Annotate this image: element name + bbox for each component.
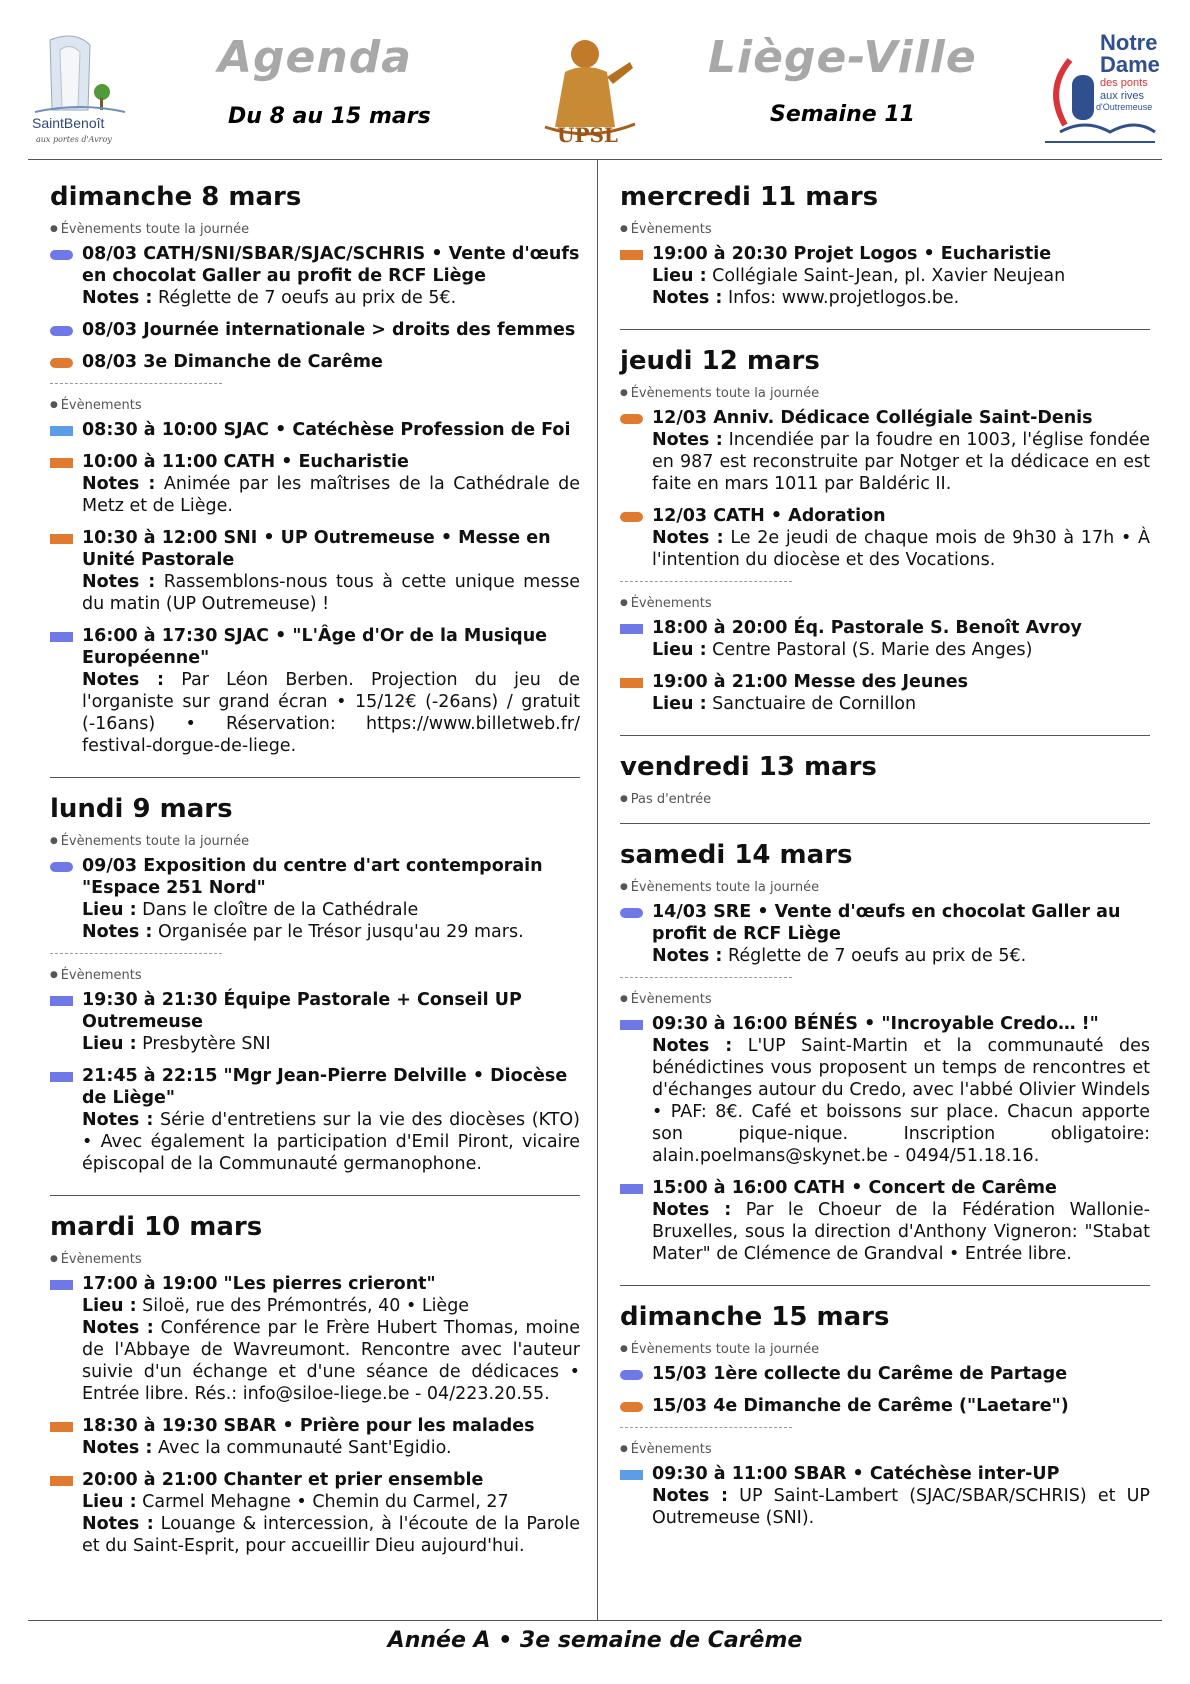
calendar-color-marker (50, 358, 73, 368)
event-item[interactable] (620, 505, 1150, 571)
event-item[interactable] (620, 901, 1150, 967)
event-title: 20:00 à 21:00 Chanter et prier ensemble (82, 1470, 484, 1490)
event-notes: Notes : Avec la communauté Sant'Egidio. (82, 1438, 452, 1458)
day-2020-03-09 (50, 794, 580, 1196)
section-separator (50, 383, 222, 384)
day-2020-03-12 (620, 346, 1150, 736)
events-heading: ● Évènements (50, 398, 580, 413)
calendar-color-marker (50, 632, 73, 642)
event-item[interactable] (50, 1469, 580, 1557)
event-item[interactable] (620, 1463, 1150, 1529)
event-item[interactable] (620, 407, 1150, 495)
event-item[interactable] (50, 1273, 580, 1405)
event-item[interactable] (50, 351, 580, 373)
calendar-color-marker (50, 534, 73, 544)
no-entry-note: ● Pas d'entrée (620, 792, 1150, 807)
event-item[interactable] (620, 1013, 1150, 1167)
day-2020-03-15 (620, 1302, 1150, 1549)
day-title: vendredi 13 mars (620, 752, 877, 782)
calendar-color-marker (50, 326, 73, 336)
event-item[interactable] (620, 243, 1150, 309)
calendar-color-marker (620, 250, 643, 260)
event-title: 08/03 CATH/SNI/SBAR/SJAC/SCHRIS • Vente d'œufs en chocolat Galler au profit de RCF Liège (82, 244, 580, 286)
notre-dame-logo (1040, 30, 1160, 150)
logo-right-line4: aux rives (1100, 90, 1145, 102)
upsl-logo (535, 32, 645, 150)
calendar-color-marker (50, 1280, 73, 1290)
event-item[interactable] (620, 1177, 1150, 1265)
calendar-color-marker (620, 1370, 643, 1380)
event-item[interactable] (50, 989, 580, 1055)
event-item[interactable] (50, 855, 580, 943)
allday-heading: ● Évènements toute la journée (50, 834, 580, 849)
event-title: 15/03 4e Dimanche de Carême ("Laetare") (652, 1396, 1069, 1416)
event-item[interactable] (50, 1415, 580, 1459)
event-title: 18:00 à 20:00 Éq. Pastorale S. Benoît Avroy (652, 618, 1082, 638)
section-separator (620, 977, 792, 978)
logo-left-text: SaintBenoît (32, 115, 105, 131)
event-notes: Notes : Louange & intercession, à l'écoute de la Parole et du Saint-Esprit, pour accueillir Dieu aujourd'hui. (82, 1514, 580, 1556)
event-notes: Notes : Série d'entretiens sur la vie des diocèses (KTO) • Avec également la participation d'Emil Piront, vicaire épiscopal de la Communauté germanophone. (82, 1110, 580, 1174)
event-title: 08/03 3e Dimanche de Carême (82, 352, 383, 372)
event-title: 15/03 1ère collecte du Carême de Partage (652, 1364, 1068, 1384)
event-location: Lieu : Sanctuaire de Cornillon (652, 694, 917, 714)
calendar-color-marker (50, 862, 73, 872)
day-2020-03-13 (620, 752, 1150, 824)
section-separator (620, 581, 792, 582)
event-location: Lieu : Centre Pastoral (S. Marie des Anges) (652, 640, 1033, 660)
section-separator (50, 953, 222, 954)
event-item[interactable] (50, 527, 580, 615)
day-title: mardi 10 mars (50, 1212, 263, 1242)
logo-right-line2: Dame (1100, 52, 1160, 77)
event-notes: Notes : Infos: www.projetlogos.be. (652, 288, 960, 308)
logo-right-line1: Notre (1100, 30, 1158, 55)
events-heading: ● Évènements (50, 1252, 580, 1267)
saint-benoit-logo (30, 30, 130, 148)
left-column (50, 178, 580, 1593)
footer-text: Année A • 3e semaine de Carême (387, 1628, 803, 1653)
event-item[interactable] (50, 1065, 580, 1175)
event-title: 19:00 à 21:00 Messe des Jeunes (652, 672, 969, 692)
event-title: 18:30 à 19:30 SBAR • Prière pour les malades (82, 1416, 535, 1436)
event-notes: Notes : Par Léon Berben. Projection du jeu de l'organiste sur grand écran • 15/12€ (-26ans) / gratuit (-16ans) • Réservation: https://www.billetweb.fr/ festival-dorgue-de-liege. (82, 670, 580, 756)
event-location: Lieu : Carmel Mehagne • Chemin du Carmel, 27 (82, 1492, 509, 1512)
logo-right-line5: d'Outremeuse (1096, 102, 1153, 112)
date-range: Du 8 au 15 mars (228, 104, 431, 129)
logo-center-text: UPSL (557, 123, 618, 147)
event-item[interactable] (50, 419, 580, 441)
calendar-color-marker (620, 624, 643, 634)
day-title: jeudi 12 mars (620, 346, 820, 376)
week-label: Semaine 11 (770, 102, 915, 127)
header-divider (28, 159, 1162, 160)
event-title: 15:00 à 16:00 CATH • Concert de Carême (652, 1178, 1057, 1198)
event-item[interactable] (50, 625, 580, 757)
day-title: mercredi 11 mars (620, 182, 879, 212)
logo-left-sub: aux portes d'Avroy (36, 135, 112, 144)
allday-heading: ● Évènements toute la journée (50, 222, 580, 237)
event-notes: Notes : Réglette de 7 oeufs au prix de 5€. (652, 946, 1027, 966)
logo-right-line3: des ponts (1100, 77, 1148, 89)
day-title: dimanche 8 mars (50, 182, 302, 212)
calendar-color-marker (50, 426, 73, 436)
event-title: 09:30 à 11:00 SBAR • Catéchèse inter-UP (652, 1464, 1060, 1484)
calendar-color-marker (620, 1402, 643, 1412)
calendar-color-marker (620, 678, 643, 688)
city-title: Liège-Ville (708, 32, 977, 83)
events-heading: ● Évènements (620, 596, 1150, 611)
calendar-color-marker (620, 512, 643, 522)
calendar-color-marker (620, 1184, 643, 1194)
events-heading: ● Évènements (620, 222, 1150, 237)
event-notes: Notes : Animée par les maîtrises de la Cathédrale de Metz et de Liège. (82, 474, 580, 516)
event-location: Lieu : Dans le cloître de la Cathédrale (82, 900, 419, 920)
event-title: 19:00 à 20:30 Projet Logos • Eucharistie (652, 244, 1052, 264)
calendar-color-marker (50, 1422, 73, 1432)
day-2020-03-11 (620, 182, 1150, 330)
event-notes: Notes : Le 2e jeudi de chaque mois de 9h30 à 17h • À l'intention du diocèse et des Vocations. (652, 528, 1150, 570)
event-item[interactable] (620, 1395, 1150, 1417)
event-title: 17:00 à 19:00 "Les pierres crieront" (82, 1274, 436, 1294)
event-notes: Notes : Incendiée par la foudre en 1003, l'église fondée en 987 est reconstruite par Notger et la dédicace en est faite en mars 1011 par Baldéric II. (652, 430, 1150, 494)
event-title: 19:30 à 21:30 Équipe Pastorale + Conseil UP Outremeuse (82, 990, 522, 1032)
event-notes: Notes : Par le Choeur de la Fédération Wallonie-Bruxelles, sous la direction d'Anthony Vigneron: "Stabat Mater" de Clémence de Grandval • Entrée libre. (652, 1200, 1150, 1264)
event-title: 16:00 à 17:30 SJAC • "L'Âge d'Or de la Musique Européenne" (82, 626, 548, 668)
event-title: 08:30 à 10:00 SJAC • Catéchèse Profession de Foi (82, 420, 571, 440)
event-title: 10:00 à 11:00 CATH • Eucharistie (82, 452, 409, 472)
event-title: 12/03 Anniv. Dédicace Collégiale Saint-Denis (652, 408, 1093, 428)
event-location: Lieu : Collégiale Saint-Jean, pl. Xavier Neujean (652, 266, 1066, 286)
event-title: 12/03 CATH • Adoration (652, 506, 886, 526)
column-divider (597, 160, 598, 1620)
footer-divider (28, 1620, 1162, 1621)
right-column (620, 178, 1150, 1565)
events-heading: ● Évènements (620, 1442, 1150, 1457)
event-notes: Notes : Réglette de 7 oeufs au prix de 5€. (82, 288, 457, 308)
event-title: 08/03 Journée internationale > droits des femmes (82, 320, 576, 340)
event-notes: Notes : Rassemblons-nous tous à cette unique messe du matin (UP Outremeuse) ! (82, 572, 580, 614)
event-location: Lieu : Siloë, rue des Prémontrés, 40 • Liège (82, 1296, 470, 1316)
event-item[interactable] (620, 671, 1150, 715)
allday-heading: ● Évènements toute la journée (620, 1342, 1150, 1357)
calendar-color-marker (50, 458, 73, 468)
calendar-color-marker (50, 1072, 73, 1082)
day-title: samedi 14 mars (620, 840, 853, 870)
section-separator (620, 1427, 792, 1428)
event-notes: Notes : Organisée par le Trésor jusqu'au 29 mars. (82, 922, 524, 942)
events-heading: ● Évènements (620, 992, 1150, 1007)
calendar-color-marker (620, 1470, 643, 1480)
agenda-title: Agenda (218, 32, 412, 83)
event-notes: Notes : L'UP Saint-Martin et la communauté des bénédictines vous proposent un temps de rencontres et d'échanges autour du Credo, avec l'abbé Olivier Windels • PAF: 8€. Café et boissons sur place. Chacun apporte son pique-nique. Inscription obligatoire: alain.poelmans@skynet.be - 0494/51.18.16. (652, 1036, 1150, 1166)
allday-heading: ● Évènements toute la journée (620, 880, 1150, 895)
event-item[interactable] (620, 1363, 1150, 1385)
event-title: 21:45 à 22:15 "Mgr Jean-Pierre Delville • Diocèse de Liège" (82, 1066, 568, 1108)
event-item[interactable] (50, 243, 580, 309)
allday-heading: ● Évènements toute la journée (620, 386, 1150, 401)
event-item[interactable] (620, 617, 1150, 661)
event-title: 09:30 à 16:00 BÉNÉS • "Incroyable Credo… !" (652, 1014, 1099, 1034)
event-location: Lieu : Presbytère SNI (82, 1034, 271, 1054)
calendar-color-marker (50, 1476, 73, 1486)
event-notes: Notes : Conférence par le Frère Hubert Thomas, moine de l'Abbaye de Wavreumont. Rencontre avec l'auteur suivie d'un échange et d'une séance de dédicaces • Entrée libre. Rés.: info@siloe-liege.be - 04/223.20.55. (82, 1318, 580, 1404)
calendar-color-marker (50, 996, 73, 1006)
day-2020-03-10 (50, 1212, 580, 1577)
day-title: lundi 9 mars (50, 794, 233, 824)
event-title: 09/03 Exposition du centre d'art contemporain "Espace 251 Nord" (82, 856, 543, 898)
calendar-color-marker (620, 414, 643, 424)
page-header (0, 0, 1190, 160)
events-heading: ● Évènements (50, 968, 580, 983)
event-item[interactable] (50, 451, 580, 517)
event-notes: Notes : UP Saint-Lambert (SJAC/SBAR/SCHRIS) et UP Outremeuse (SNI). (652, 1486, 1150, 1528)
event-item[interactable] (50, 319, 580, 341)
event-title: 10:30 à 12:00 SNI • UP Outremeuse • Messe en Unité Pastorale (82, 528, 551, 570)
calendar-color-marker (50, 250, 73, 260)
day-2020-03-08 (50, 182, 580, 778)
calendar-color-marker (620, 1020, 643, 1030)
event-title: 14/03 SRE • Vente d'œufs en chocolat Galler au profit de RCF Liège (652, 902, 1121, 944)
day-title: dimanche 15 mars (620, 1302, 890, 1332)
calendar-color-marker (620, 908, 643, 918)
day-2020-03-14 (620, 840, 1150, 1286)
